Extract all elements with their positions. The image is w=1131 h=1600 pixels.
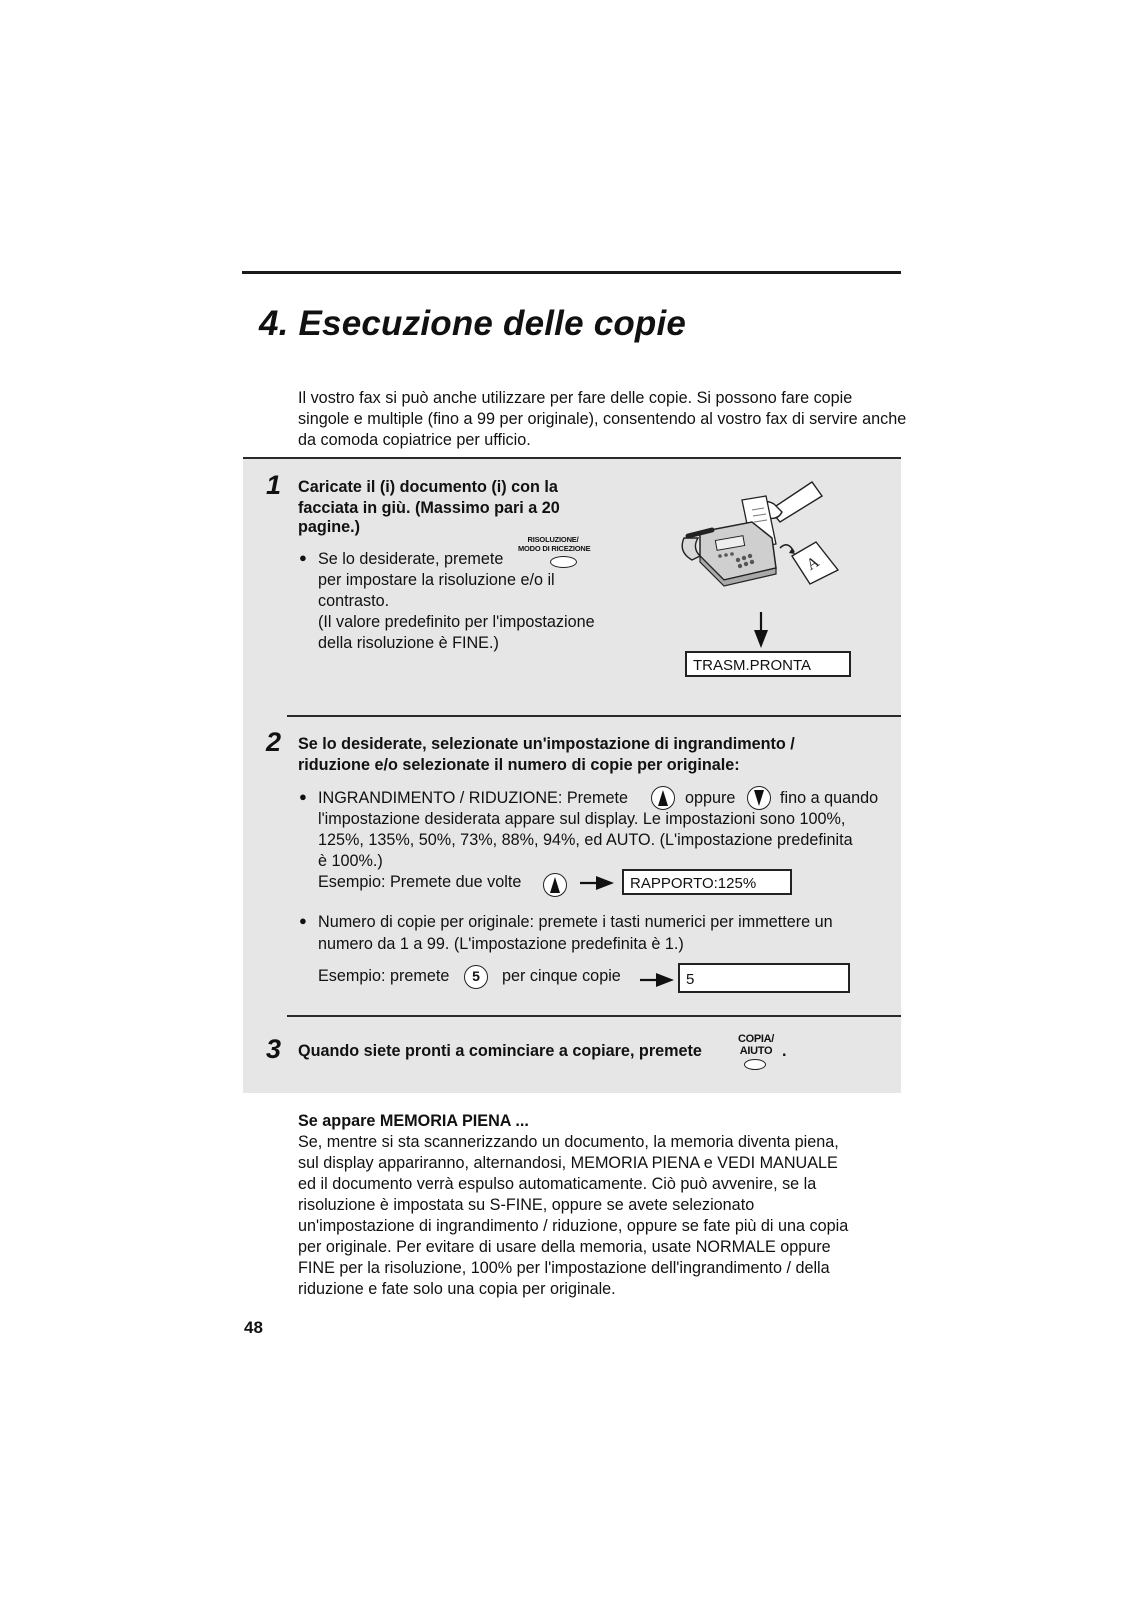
step-1-bullet-line3: contrasto. (318, 592, 390, 610)
step-2-bullet1-end: fino a quando (780, 789, 879, 807)
arrow-right-icon (640, 973, 674, 987)
page-title: 4. Esecuzione delle copie (259, 304, 687, 343)
step-2-bullet2-line2: numero da 1 a 99. (L'impostazione predefinita è 1.) (318, 935, 684, 953)
resolution-key-icon (550, 556, 577, 568)
down-arrow-key-icon (747, 786, 771, 810)
memory-line: un'impostazione di ingrandimento / riduzione, oppure se fate più di una copia (298, 1217, 849, 1235)
step-divider (287, 715, 901, 717)
copy-key-icon (744, 1059, 766, 1070)
step-1-bullet-line5: della risoluzione è FINE.) (318, 634, 499, 652)
step-1-bullet-text: Se lo desiderate, premete (318, 550, 504, 568)
memory-line: risoluzione è impostata su S-FINE, oppure se avete selezionato (298, 1196, 755, 1214)
arrow-right-icon (580, 876, 614, 890)
memory-full-heading: Se appare MEMORIA PIENA ... (298, 1112, 529, 1130)
step-3-number: 3 (266, 1034, 282, 1064)
bullet-icon: ● (299, 913, 307, 928)
step-1-heading-line2: facciata in giù. (Massimo pari a 20 (298, 499, 560, 517)
fax-machine-illustration (680, 478, 850, 603)
step-2-heading-line1: Se lo desiderate, selezionate un'impostazione di ingrandimento / (298, 735, 795, 753)
copy-help-key (736, 1033, 776, 1057)
bullet-icon: ● (299, 789, 307, 804)
step-3-period: . (782, 1042, 787, 1060)
step-divider (243, 457, 901, 459)
step-1-bullet-line2: per impostare la risoluzione e/o il (318, 571, 555, 589)
step-2-example2-suffix: per cinque copie (502, 967, 621, 985)
illustration-letter: A (803, 553, 823, 574)
up-arrow-key-icon (543, 873, 567, 897)
display-rapporto: RAPPORTO:125% (622, 869, 792, 895)
resolution-key-label (518, 535, 591, 553)
page-number: 48 (244, 1318, 263, 1337)
step-2-number: 2 (266, 727, 282, 757)
step-1-heading-line3: pagine.) (298, 518, 361, 536)
step-2-bullet1-line4: è 100%.) (318, 852, 383, 870)
memory-line: Se, mentre si sta scannerizzando un documento, la memoria diventa piena, (298, 1133, 839, 1151)
memory-line: FINE per la risoluzione, 100% per l'impostazione dell'ingrandimento / della (298, 1259, 830, 1277)
intro-paragraph: Il vostro fax si può anche utilizzare per fare delle copie. Si possono fare copie singole e multiple (fino a 99 per originale), consentendo al vostro fax di servire anche da comoda copiatrice per ufficio. (298, 389, 907, 449)
resolution-key-label-line1: RISOLUZIONE/ (527, 535, 579, 544)
resolution-key-label-line2: MODO DI RICEZIONE (518, 544, 591, 553)
copy-key-label-line1: COPIA/ (737, 1033, 775, 1045)
step-2-bullet1-text: INGRANDIMENTO / RIDUZIONE: Premete (318, 789, 628, 807)
step-1-heading-line1: Caricate il (i) documento (i) con la (298, 478, 558, 496)
display-copies: 5 (678, 963, 850, 993)
number-5-key-icon: 5 (464, 965, 488, 989)
step-3-text: Quando siete pronti a cominciare a copiare, premete (298, 1042, 702, 1060)
step-2-bullet1-line2: l'impostazione desiderata appare sul display. Le impostazioni sono 100%, (318, 810, 846, 828)
step-1-number: 1 (266, 470, 282, 500)
display-trasm-pronta: TRASM.PRONTA (685, 651, 851, 677)
step-1-bullet-line4: (Il valore predefinito per l'impostazione (318, 613, 595, 631)
copy-key-label-line2: AIUTO (739, 1045, 773, 1057)
step-2-example1: Esempio: Premete due volte (318, 873, 522, 891)
step-2-bullet2-line1: Numero di copie per originale: premete i tasti numerici per immettere un (318, 913, 833, 931)
memory-full-paragraph (298, 1132, 848, 1300)
step-2-example2-prefix: Esempio: premete (318, 967, 450, 985)
bullet-icon: ● (299, 550, 307, 565)
memory-line: riduzione e fate solo una copia per originale. (298, 1280, 616, 1298)
step-2-bullet1-line3: 125%, 135%, 50%, 73%, 88%, 94%, ed AUTO. (L'impostazione predefinita (318, 831, 853, 849)
top-rule (242, 271, 901, 274)
memory-line: per originale. Per evitare di usare della memoria, usate NORMALE oppure (298, 1238, 831, 1256)
up-arrow-key-icon (651, 786, 675, 810)
step-divider (287, 1015, 901, 1017)
step-2-bullet1-oppure: oppure (685, 789, 736, 807)
arrow-down-icon (753, 612, 769, 648)
step-2-heading-line2: riduzione e/o selezionate il numero di copie per originale: (298, 756, 740, 774)
memory-line: ed il documento verrà espulso automaticamente. Ciò può avvenire, se la (298, 1175, 817, 1193)
memory-line: sul display appariranno, alternandosi, MEMORIA PIENA e VEDI MANUALE (298, 1154, 838, 1172)
